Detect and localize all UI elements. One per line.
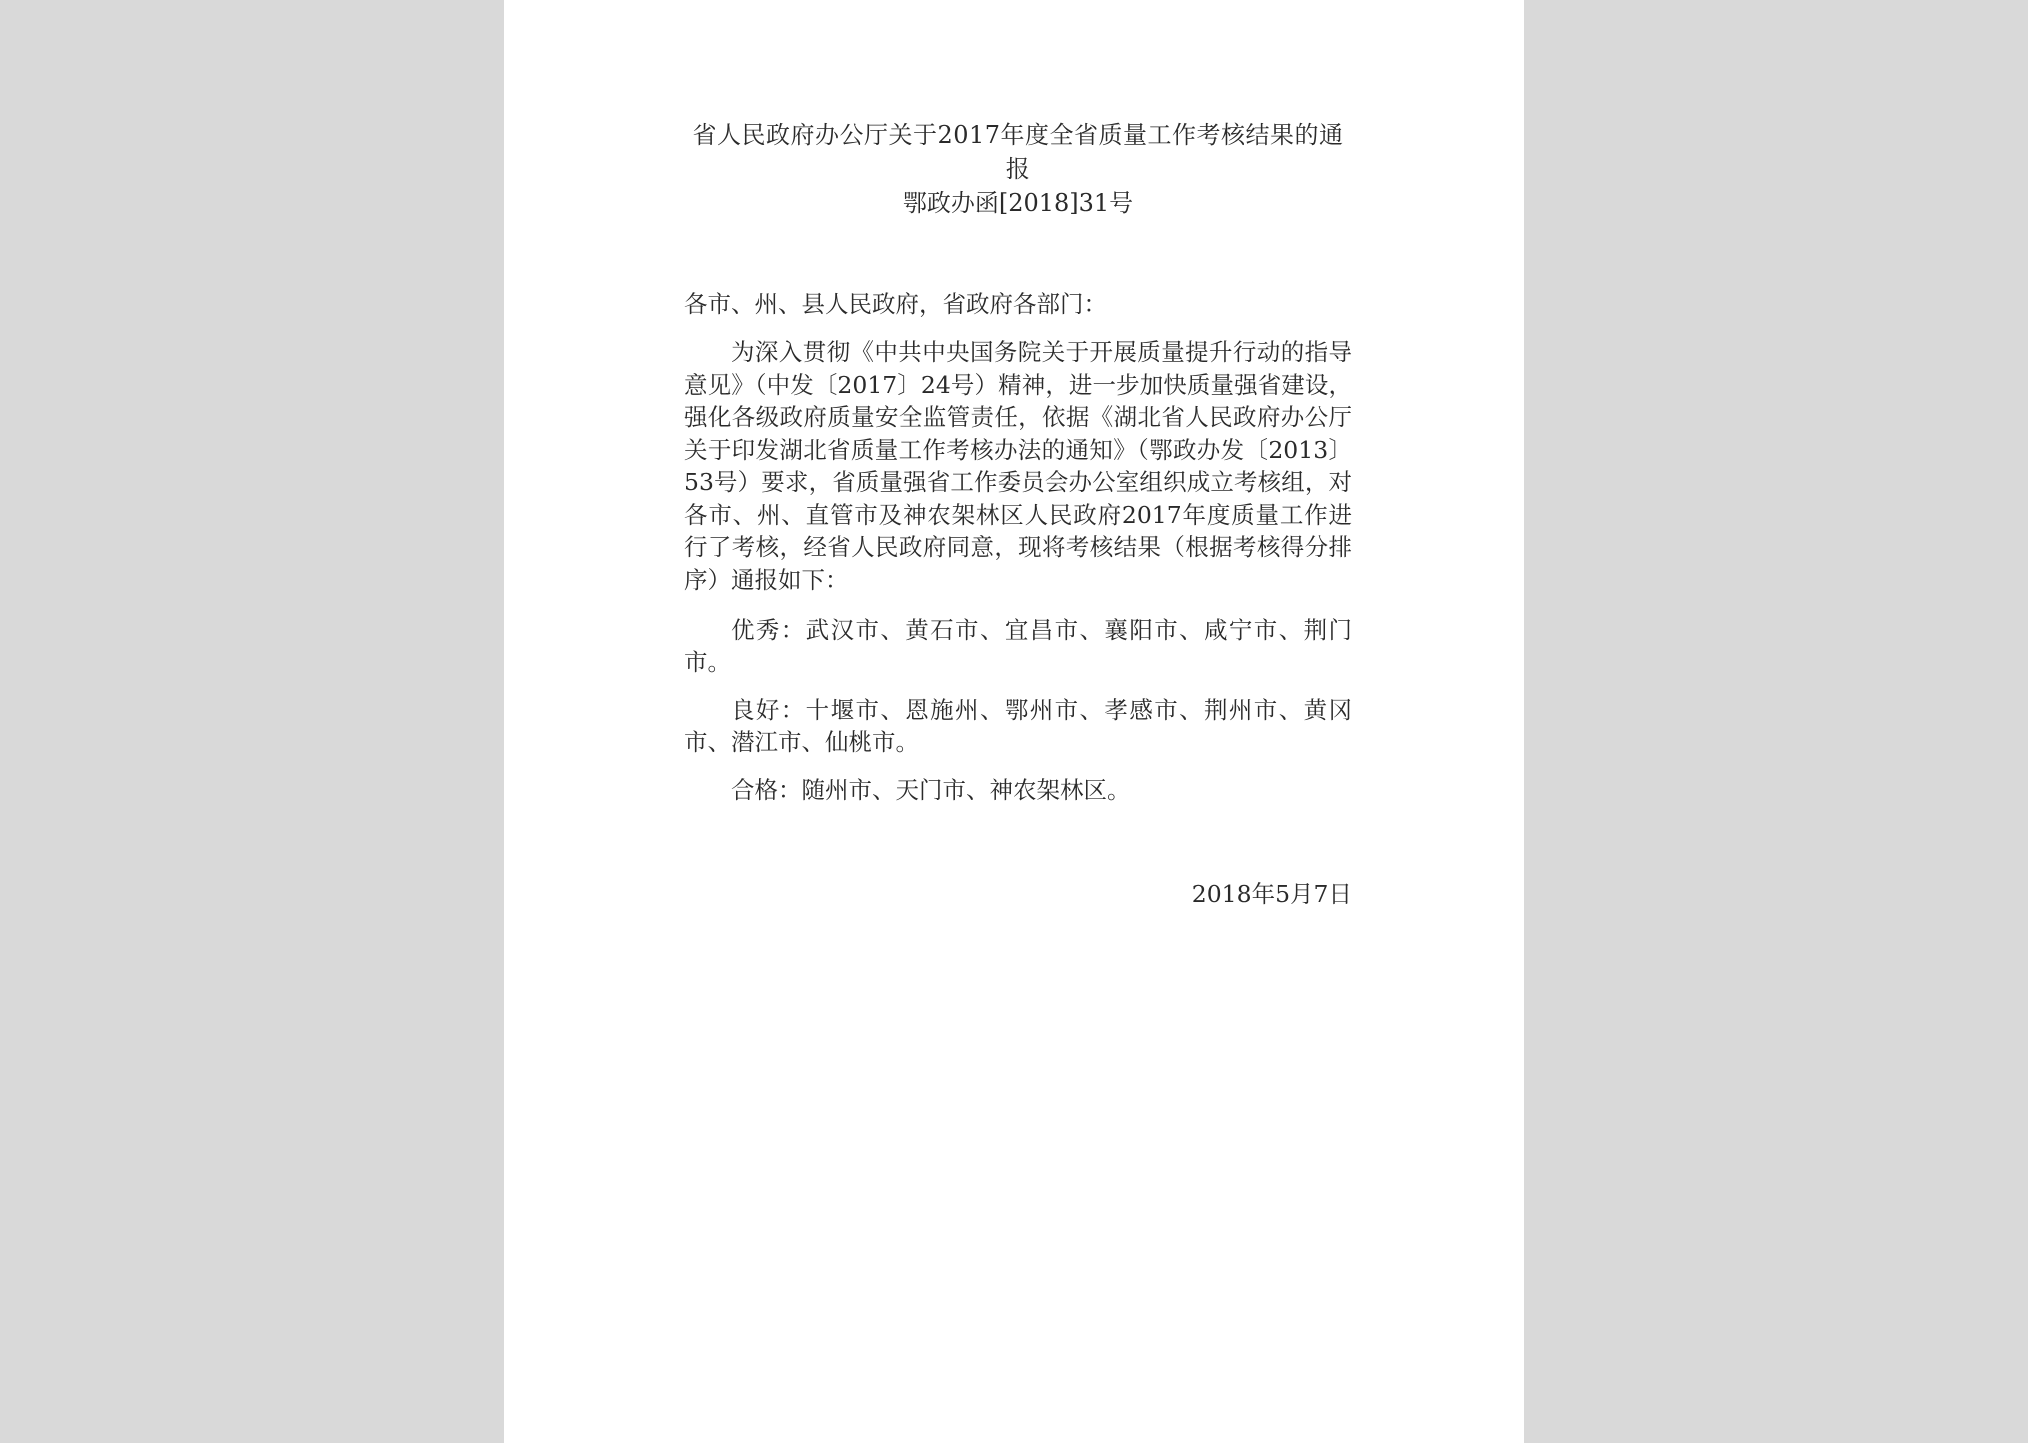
document-page	[504, 0, 1524, 1443]
document-content	[684, 118, 1352, 910]
body-paragraph: 为深入贯彻《中共中央国务院关于开展质量提升行动的指导意见》（中发〔2017〕24号）精神，进一步加快质量强省建设，强化各级政府质量安全监管责任，依据《湖北省人民政府办公厅关于印发湖北省质量工作考核办法的通知》（鄂政办发〔2013〕53号）要求，省质量强省工作委员会办公室组织成立考核组，对各市、州、直管市及神农架林区人民政府2017年度质量工作进行了考核，经省人民政府同意，现将考核结果（根据考核得分排序）通报如下：	[684, 338, 1352, 594]
result-pass: 合格：随州市、天门市、神农架林区。	[731, 776, 1131, 804]
salutation: 各市、州、县人民政府，省政府各部门：	[684, 290, 1107, 318]
result-excellent: 优秀：武汉市、黄石市、宜昌市、襄阳市、咸宁市、荆门市。	[684, 616, 1352, 676]
document-title: 省人民政府办公厅关于2017年度全省质量工作考核结果的通报	[692, 121, 1344, 183]
document-number: 鄂政办函[2018]31号	[902, 189, 1134, 217]
result-good: 良好：十堰市、恩施州、鄂州市、孝感市、荆州市、黄冈市、潜江市、仙桃市。	[684, 696, 1352, 756]
document-date: 2018年5月7日	[1191, 880, 1352, 908]
